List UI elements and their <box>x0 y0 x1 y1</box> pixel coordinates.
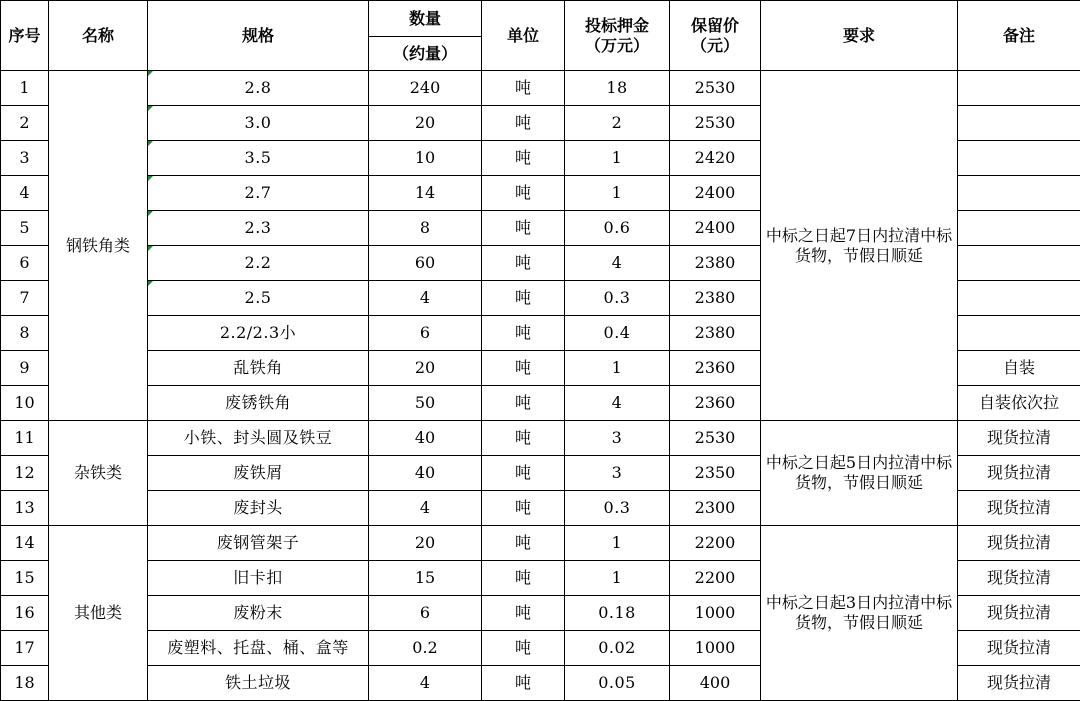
row-index-cell: 13 <box>1 491 49 526</box>
header-reserve-line1: 保留价 <box>691 16 739 35</box>
reserve-price-cell: 2400 <box>670 211 761 246</box>
notes-cell <box>958 141 1080 176</box>
spec-cell <box>148 246 369 281</box>
deposit-cell: 0.6 <box>565 211 670 246</box>
spec-text: 2.2/2.3小 <box>220 323 296 342</box>
cell-comment-marker <box>148 71 153 76</box>
spec-cell <box>148 596 369 631</box>
requirement-cell: 中标之日起5日内拉清中标货物，节假日顺延 <box>761 421 958 526</box>
reserve-price-cell: 2380 <box>670 316 761 351</box>
quantity-cell: 40 <box>369 456 482 491</box>
header-reserve-price <box>670 1 761 71</box>
spec-cell <box>148 421 369 456</box>
spec-text: 旧卡扣 <box>233 568 283 587</box>
spec-cell <box>148 526 369 561</box>
row-index-cell: 17 <box>1 631 49 666</box>
header-name: 名称 <box>49 1 148 71</box>
reserve-price-cell: 2200 <box>670 561 761 596</box>
quantity-cell: 40 <box>369 421 482 456</box>
quantity-cell: 14 <box>369 176 482 211</box>
cell-comment-marker <box>148 246 153 251</box>
header-unit: 单位 <box>482 1 565 71</box>
reserve-price-cell: 2530 <box>670 71 761 106</box>
group-name-cell: 杂铁类 <box>49 421 148 526</box>
reserve-price-cell: 2530 <box>670 421 761 456</box>
notes-cell <box>958 281 1080 316</box>
cell-comment-marker <box>148 211 153 216</box>
row-index-cell: 9 <box>1 351 49 386</box>
cell-comment-marker <box>148 106 153 111</box>
deposit-cell: 18 <box>565 71 670 106</box>
unit-cell: 吨 <box>482 561 565 596</box>
quantity-cell: 60 <box>369 246 482 281</box>
deposit-cell: 0.02 <box>565 631 670 666</box>
reserve-price-cell: 2360 <box>670 351 761 386</box>
reserve-price-cell: 2380 <box>670 281 761 316</box>
spec-text: 2.7 <box>245 183 272 202</box>
row-index-cell: 15 <box>1 561 49 596</box>
deposit-cell: 1 <box>565 351 670 386</box>
unit-cell: 吨 <box>482 596 565 631</box>
notes-cell: 现货拉清 <box>958 561 1080 596</box>
notes-cell: 现货拉清 <box>958 421 1080 456</box>
spec-cell <box>148 561 369 596</box>
cell-comment-marker <box>148 176 153 181</box>
header-row <box>1 1 1080 37</box>
spec-cell <box>148 281 369 316</box>
deposit-cell: 1 <box>565 141 670 176</box>
spec-cell <box>148 71 369 106</box>
quantity-cell: 4 <box>369 491 482 526</box>
reserve-price-cell: 400 <box>670 666 761 701</box>
reserve-price-cell: 2530 <box>670 106 761 141</box>
spec-cell <box>148 491 369 526</box>
deposit-cell: 0.18 <box>565 596 670 631</box>
unit-cell: 吨 <box>482 386 565 421</box>
header-quantity-sub: （约量） <box>369 37 482 71</box>
spec-text: 2.5 <box>245 288 272 307</box>
notes-cell: 现货拉清 <box>958 631 1080 666</box>
spec-text: 废锈铁角 <box>225 393 291 412</box>
spec-cell <box>148 141 369 176</box>
notes-cell <box>958 246 1080 281</box>
unit-cell: 吨 <box>482 526 565 561</box>
reserve-price-cell: 2420 <box>670 141 761 176</box>
spec-text: 乱铁角 <box>233 358 283 377</box>
unit-cell: 吨 <box>482 491 565 526</box>
unit-cell: 吨 <box>482 106 565 141</box>
reserve-price-cell: 2300 <box>670 491 761 526</box>
quantity-cell: 20 <box>369 351 482 386</box>
spec-cell <box>148 211 369 246</box>
deposit-cell: 0.3 <box>565 491 670 526</box>
row-index-cell: 12 <box>1 456 49 491</box>
notes-cell <box>958 211 1080 246</box>
notes-cell: 现货拉清 <box>958 596 1080 631</box>
header-quantity: 数量 <box>369 1 482 37</box>
reserve-price-cell: 1000 <box>670 596 761 631</box>
row-index-cell: 8 <box>1 316 49 351</box>
unit-cell: 吨 <box>482 421 565 456</box>
row-index-cell: 18 <box>1 666 49 701</box>
header-reserve-line2: （元） <box>691 36 739 55</box>
notes-cell: 自装依次拉 <box>958 386 1080 421</box>
deposit-cell: 0.4 <box>565 316 670 351</box>
quantity-cell: 8 <box>369 211 482 246</box>
row-index-cell: 7 <box>1 281 49 316</box>
unit-cell: 吨 <box>482 246 565 281</box>
row-index-cell: 14 <box>1 526 49 561</box>
table-body <box>1 71 1080 701</box>
spec-cell <box>148 176 369 211</box>
table-row <box>1 526 1080 561</box>
deposit-cell: 4 <box>565 246 670 281</box>
quantity-cell: 20 <box>369 526 482 561</box>
quantity-cell: 4 <box>369 666 482 701</box>
spec-text: 废铁屑 <box>233 463 283 482</box>
reserve-price-cell: 2200 <box>670 526 761 561</box>
row-index-cell: 16 <box>1 596 49 631</box>
quantity-cell: 50 <box>369 386 482 421</box>
row-index-cell: 11 <box>1 421 49 456</box>
spec-text: 废粉末 <box>233 603 283 622</box>
header-requirement: 要求 <box>761 1 958 71</box>
header-index: 序号 <box>1 1 49 71</box>
unit-cell: 吨 <box>482 631 565 666</box>
deposit-cell: 1 <box>565 176 670 211</box>
spec-text: 3.5 <box>245 148 272 167</box>
spec-text: 2.3 <box>245 218 272 237</box>
deposit-cell: 0.05 <box>565 666 670 701</box>
header-notes: 备注 <box>958 1 1080 71</box>
deposit-cell: 1 <box>565 561 670 596</box>
row-index-cell: 10 <box>1 386 49 421</box>
header-deposit-line1: 投标押金 <box>585 16 649 35</box>
notes-cell: 自装 <box>958 351 1080 386</box>
spec-cell <box>148 351 369 386</box>
notes-cell: 现货拉清 <box>958 526 1080 561</box>
spec-text: 小铁、封头圆及铁豆 <box>184 428 333 447</box>
header-deposit-line2: （万元） <box>585 36 649 55</box>
spec-cell <box>148 386 369 421</box>
unit-cell: 吨 <box>482 71 565 106</box>
unit-cell: 吨 <box>482 281 565 316</box>
quantity-cell: 6 <box>369 596 482 631</box>
notes-cell: 现货拉清 <box>958 491 1080 526</box>
group-name-cell: 其他类 <box>49 526 148 701</box>
quantity-cell: 6 <box>369 316 482 351</box>
spec-text: 废塑料、托盘、桶、盒等 <box>167 638 349 657</box>
unit-cell: 吨 <box>482 666 565 701</box>
spec-text: 废钢管架子 <box>217 533 300 552</box>
quantity-cell: 4 <box>369 281 482 316</box>
deposit-cell: 1 <box>565 526 670 561</box>
spec-text: 2.2 <box>245 253 272 272</box>
spec-text: 铁土垃圾 <box>225 673 291 692</box>
unit-cell: 吨 <box>482 456 565 491</box>
notes-cell: 现货拉清 <box>958 456 1080 491</box>
table-row <box>1 71 1080 106</box>
requirement-cell: 中标之日起7日内拉清中标货物，节假日顺延 <box>761 71 958 421</box>
row-index-cell: 3 <box>1 141 49 176</box>
deposit-cell: 0.3 <box>565 281 670 316</box>
quantity-cell: 10 <box>369 141 482 176</box>
cell-comment-marker <box>148 141 153 146</box>
reserve-price-cell: 2350 <box>670 456 761 491</box>
header-deposit <box>565 1 670 71</box>
notes-cell <box>958 106 1080 141</box>
reserve-price-cell: 1000 <box>670 631 761 666</box>
requirement-cell: 中标之日起3日内拉清中标货物，节假日顺延 <box>761 526 958 701</box>
spec-cell <box>148 456 369 491</box>
unit-cell: 吨 <box>482 316 565 351</box>
reserve-price-cell: 2380 <box>670 246 761 281</box>
unit-cell: 吨 <box>482 351 565 386</box>
quantity-cell: 0.2 <box>369 631 482 666</box>
unit-cell: 吨 <box>482 211 565 246</box>
deposit-cell: 3 <box>565 421 670 456</box>
deposit-cell: 2 <box>565 106 670 141</box>
quantity-cell: 15 <box>369 561 482 596</box>
group-name-cell: 钢铁角类 <box>49 71 148 421</box>
spec-cell <box>148 316 369 351</box>
row-index-cell: 1 <box>1 71 49 106</box>
spec-cell <box>148 106 369 141</box>
spec-text: 3.0 <box>245 113 272 132</box>
quantity-cell: 240 <box>369 71 482 106</box>
notes-cell <box>958 316 1080 351</box>
reserve-price-cell: 2360 <box>670 386 761 421</box>
row-index-cell: 5 <box>1 211 49 246</box>
spec-cell <box>148 666 369 701</box>
table-row <box>1 421 1080 456</box>
spec-cell <box>148 631 369 666</box>
cell-comment-marker <box>148 281 153 286</box>
header-spec: 规格 <box>148 1 369 71</box>
spec-text: 2.8 <box>245 78 272 97</box>
notes-cell <box>958 176 1080 211</box>
deposit-cell: 4 <box>565 386 670 421</box>
row-index-cell: 2 <box>1 106 49 141</box>
row-index-cell: 4 <box>1 176 49 211</box>
unit-cell: 吨 <box>482 141 565 176</box>
reserve-price-cell: 2400 <box>670 176 761 211</box>
unit-cell: 吨 <box>482 176 565 211</box>
quantity-cell: 20 <box>369 106 482 141</box>
notes-cell: 现货拉清 <box>958 666 1080 701</box>
deposit-cell: 3 <box>565 456 670 491</box>
spec-text: 废封头 <box>233 498 283 517</box>
row-index-cell: 6 <box>1 246 49 281</box>
notes-cell <box>958 71 1080 106</box>
